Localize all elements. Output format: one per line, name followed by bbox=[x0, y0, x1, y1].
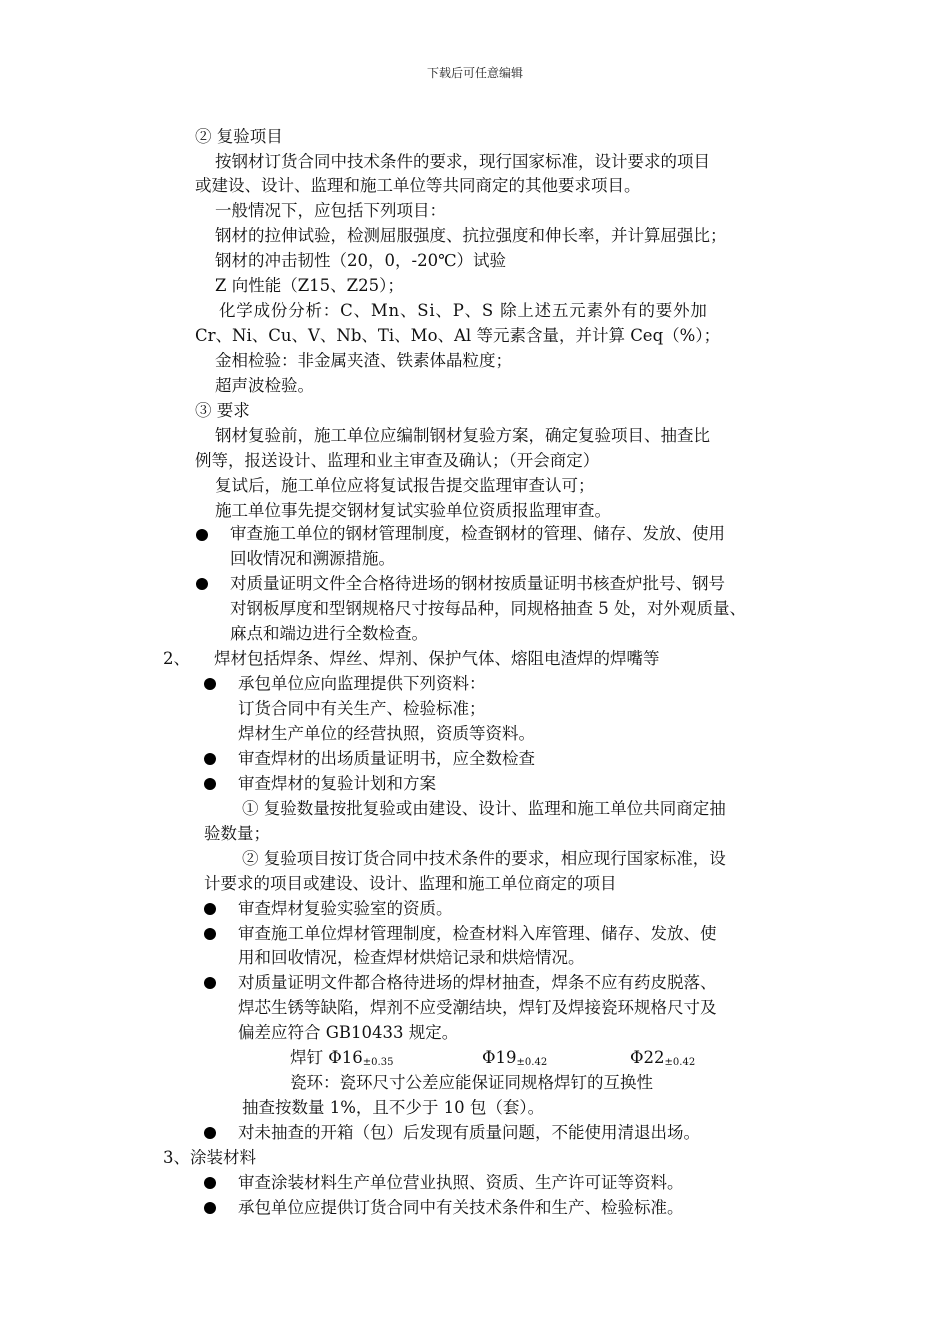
list-item: 承包单位应提供订货合同中有关技术条件和生产、检验标准。 bbox=[238, 1198, 684, 1217]
paragraph-line: ① 复验数量按批复验或由建设、设计、监理和施工单位共同商定抽 bbox=[242, 799, 726, 818]
section-heading-coating-materials: 3、涂装材料 bbox=[163, 1148, 256, 1167]
paragraph-line: 例等，报送设计、监理和业主审查及确认；（开会商定） bbox=[195, 451, 600, 470]
list-item-continued: 用和回收情况，检查焊材烘焙记录和烘焙情况。 bbox=[238, 948, 585, 967]
bullet-icon bbox=[204, 977, 216, 989]
section-number: 2、 bbox=[163, 649, 190, 668]
list-item: 对质量证明文件全合格待进场的钢材按质量证明书核查炉批号、钢号 bbox=[230, 574, 725, 593]
bullet-icon bbox=[204, 1177, 216, 1189]
paragraph-line: ② 复验项目按订货合同中技术条件的要求，相应现行国家标准，设 bbox=[242, 849, 726, 868]
list-item: 审查焊材复验实验室的资质。 bbox=[238, 899, 453, 918]
stud-spec-16: 焊钉 $\Phi 16_{\pm 0.35}$ bbox=[290, 1048, 394, 1068]
paragraph-line: 金相检验：非金属夹渣、铁素体晶粒度； bbox=[215, 351, 512, 370]
list-item-continued: 对钢板厚度和型钢规格尺寸按每品种，同规格抽查 5 处，对外观质量、 bbox=[230, 599, 746, 618]
bullet-icon bbox=[196, 529, 208, 541]
paragraph-line: 钢材的拉伸试验，检测屈服强度、抗拉强度和伸长率，并计算屈强比； bbox=[215, 226, 727, 245]
paragraph-line: 复试后，施工单位应将复试报告提交监理审查认可； bbox=[215, 476, 595, 495]
paragraph-line: 或建设、设计、监理和施工单位等共同商定的其他要求项目。 bbox=[195, 176, 641, 195]
paragraph-line: 钢材的冲击韧性（20，0，-20℃）试验 bbox=[215, 251, 507, 270]
list-item-continued: 回收情况和溯源措施。 bbox=[230, 549, 395, 568]
paragraph-line: Cr、Ni、Cu、V、Nb、Ti、Mo、Al 等元素含量，并计算 Ceq（%）； bbox=[195, 326, 721, 345]
paragraph-line: Z 向性能（Z15、Z25）； bbox=[215, 276, 404, 295]
paragraph-line: 化学成份分析：C、Mn、Si、P、S 除上述五元素外有的要外加 bbox=[219, 301, 708, 320]
list-item-continued: 偏差应符合 GB10433 规定。 bbox=[238, 1023, 459, 1042]
heading-recheck-items: ② 复验项目 bbox=[195, 127, 283, 146]
paragraph-line: 施工单位事先提交钢材复试实验单位资质报监理审查。 bbox=[215, 501, 611, 520]
list-item: 对质量证明文件都合格待进场的焊材抽查，焊条不应有药皮脱落、 bbox=[238, 973, 717, 992]
list-item: 审查涂装材料生产单位营业执照、资质、生产许可证等资料。 bbox=[238, 1173, 684, 1192]
list-item-continued: 焊材生产单位的经营执照，资质等资料。 bbox=[238, 724, 535, 743]
paragraph-line: 瓷环：瓷环尺寸公差应能保证同规格焊钉的互换性 bbox=[290, 1073, 653, 1092]
bullet-icon bbox=[204, 778, 216, 790]
list-item-continued: 订货合同中有关生产、检验标准； bbox=[238, 699, 486, 718]
paragraph-line: 抽查按数量 1%，且不少于 10 包（套）。 bbox=[242, 1098, 545, 1117]
bullet-icon bbox=[204, 903, 216, 915]
stud-spec-22: $\Phi 22_{\pm 0.42}$ bbox=[630, 1048, 696, 1068]
list-item: 审查施工单位焊材管理制度，检查材料入库管理、储存、发放、使 bbox=[238, 924, 717, 943]
heading-requirements: ③ 要求 bbox=[195, 401, 250, 420]
list-item: 承包单位应向监理提供下列资料： bbox=[238, 674, 486, 693]
paragraph-line: 钢材复验前，施工单位应编制钢材复验方案，确定复验项目、抽查比 bbox=[215, 426, 710, 445]
paragraph-line: 超声波检验。 bbox=[215, 376, 314, 395]
bullet-icon bbox=[204, 928, 216, 940]
paragraph-line: 计要求的项目或建设、设计、监理和施工单位商定的项目 bbox=[204, 874, 617, 893]
bullet-icon bbox=[204, 753, 216, 765]
list-item: 审查施工单位的钢材管理制度，检查钢材的管理、储存、发放、使用 bbox=[230, 524, 725, 543]
bullet-icon bbox=[204, 1127, 216, 1139]
paragraph-line: 一般情况下，应包括下列项目： bbox=[215, 201, 446, 220]
bullet-icon bbox=[204, 1202, 216, 1214]
list-item: 对未抽查的开箱（包）后发现有质量问题，不能使用清退出场。 bbox=[238, 1123, 700, 1142]
list-item-continued: 麻点和端边进行全数检查。 bbox=[230, 624, 428, 643]
page-header: 下载后可任意编辑 bbox=[426, 66, 523, 80]
section-heading-welding-materials: 焊材包括焊条、焊丝、焊剂、保护气体、熔阻电渣焊的焊嘴等 bbox=[214, 649, 660, 668]
paragraph-line: 按钢材订货合同中技术条件的要求，现行国家标准，设计要求的项目 bbox=[215, 152, 710, 171]
bullet-icon bbox=[196, 578, 208, 590]
bullet-icon bbox=[204, 678, 216, 690]
list-item-continued: 焊芯生锈等缺陷，焊剂不应受潮结块，焊钉及焊接瓷环规格尺寸及 bbox=[238, 998, 717, 1017]
list-item: 审查焊材的复验计划和方案 bbox=[238, 774, 436, 793]
list-item: 审查焊材的出场质量证明书，应全数检查 bbox=[238, 749, 535, 768]
stud-spec-19: $\Phi 19_{\pm 0.42}$ bbox=[482, 1048, 548, 1068]
paragraph-line: 验数量； bbox=[204, 824, 270, 843]
